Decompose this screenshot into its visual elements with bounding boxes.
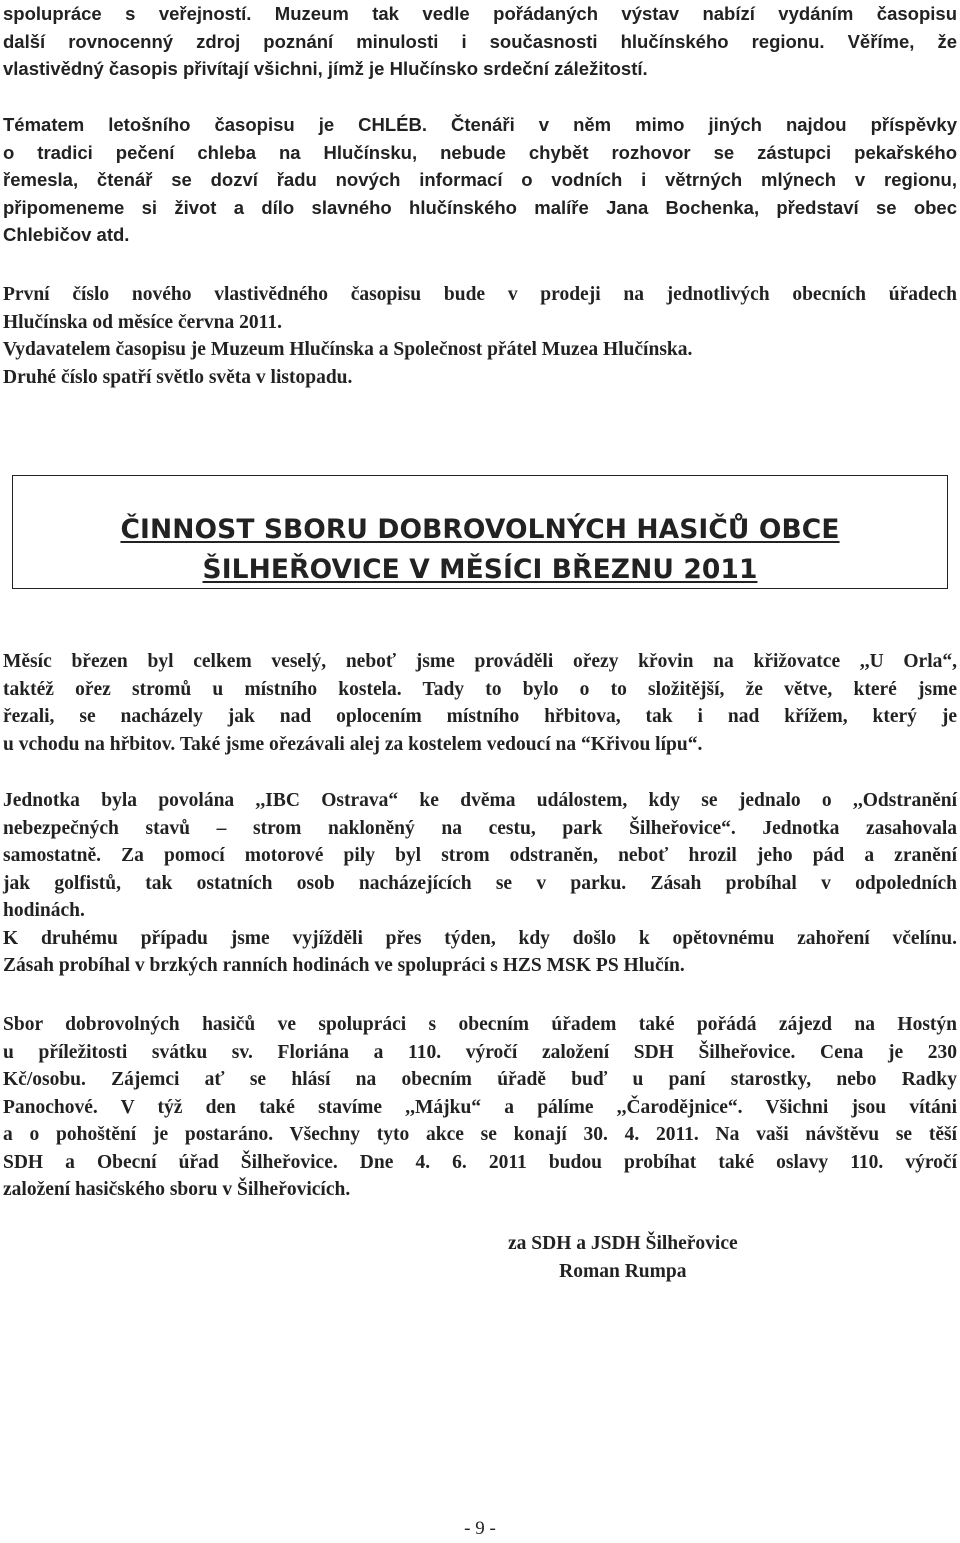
text-line: Sbor dobrovolných hasičů ve spolupráci s obecním úřadem také pořádá zájezd na Hostýn bbox=[3, 1014, 957, 1035]
text-line: Tématem letošního časopisu je CHLÉB. Čtenáři v něm mimo jiných najdou příspěvky bbox=[3, 114, 957, 135]
text-line: a o pohoštění je postaráno. Všechny tyto akce se konají 30. 4. 2011. Na vaši návštěvu se těší bbox=[3, 1124, 957, 1145]
text-line: připomeneme si život a dílo slavného hlučínského malíře Jana Bochenka, představí se obec bbox=[3, 196, 957, 218]
text-line: Chlebičov atd. bbox=[3, 224, 130, 245]
body-paragraph-2 bbox=[3, 787, 957, 980]
text-line: o tradici pečení chleba na Hlučínsku, nebude chybět rozhovor se zástupci pekařského bbox=[3, 141, 957, 163]
text-line: řemesla, čtenář se dozví řadu nových informací o vodních i větrných mlýnech v regionu, bbox=[3, 169, 957, 190]
first-issue-paragraph bbox=[3, 281, 957, 391]
text-line: taktéž ořez stromů u místního kostela. Tady to bylo o to složitější, že větve, které jsme bbox=[3, 678, 957, 700]
signature-name: Roman Rumpa bbox=[559, 1260, 687, 1282]
headline-line-1: ČINNOST SBORU DOBROVOLNÝCH HASIČŮ OBCE bbox=[120, 514, 840, 545]
text-line: vlastivědný časopis přivítají všichni, jímž je Hlučínsko srdeční záležitostí. bbox=[3, 58, 648, 79]
intro-paragraph bbox=[3, 0, 957, 83]
headline bbox=[13, 510, 947, 590]
text-line: SDH a Obecní úřad Šilheřovice. Dne 4. 6. 2011 budou probíhat také oslavy 110. výročí bbox=[3, 1151, 957, 1173]
text-line: jak golfistů, tak ostatních osob nacházejících se v parku. Zásah probíhal v odpoledních bbox=[3, 872, 957, 894]
text-line: První číslo nového vlastivědného časopisu bude v prodeji na jednotlivých obecních úřadech bbox=[3, 284, 957, 305]
text-line: další rovnocenný zdroj poznání minulosti i současnosti hlučínského regionu. Věříme, že bbox=[3, 30, 957, 52]
text-line: u příležitosti svátku sv. Floriána a 110. výročí založení SDH Šilheřovice. Cena je 230 bbox=[3, 1041, 957, 1063]
text-line: spolupráce s veřejností. Muzeum tak vedle pořádaných výstav nabízí vydáním časopisu bbox=[3, 3, 957, 24]
text-line: Panochové. V týž den také stavíme ,,Májku“ a pálíme ,,Čarodějnice“. Všichni jsou vítáni bbox=[3, 1096, 957, 1118]
text-line: samostatně. Za pomocí motorové pily byl strom odstraněn, neboť hrozil jeho pád a zranění bbox=[3, 845, 957, 866]
text-line: Měsíc březen byl celkem veselý, neboť jsme prováděli ořezy křovin na křižovatce ,,U Orla“, bbox=[3, 651, 957, 672]
text-line: hodinách. bbox=[3, 900, 85, 921]
text-line: řezali, se nacházely jak nad oplocením místního hřbitova, tak i nad křížem, který je bbox=[3, 706, 957, 727]
text-line: Hlučínska od měsíce června 2011. bbox=[3, 311, 282, 333]
headline-box bbox=[12, 475, 948, 589]
text-line: Zásah probíhal v brzkých ranních hodinách ve spolupráci s HZS MSK PS Hlučín. bbox=[3, 955, 685, 976]
theme-paragraph bbox=[3, 111, 957, 249]
text-line: K druhému případu jsme vyjížděli přes týden, kdy došlo k opětovnému zahoření včelínu. bbox=[3, 927, 957, 949]
text-line: Jednotka byla povolána ,,IBC Ostrava“ ke dvěma událostem, kdy se jednalo o ,,Odstranění bbox=[3, 790, 957, 811]
signature-organization: za SDH a JSDH Šilheřovice bbox=[508, 1233, 738, 1254]
body-paragraph-1 bbox=[3, 648, 957, 758]
headline-line-2: ŠILHEŘOVICE V MĚSÍCI BŘEZNU 2011 bbox=[202, 554, 758, 585]
text-line: nebezpečných stavů – strom nakloněný na cestu, park Šilheřovice“. Jednotka zasahovala bbox=[3, 817, 957, 839]
text-line: založení hasičského sboru v Šilheřovicích. bbox=[3, 1179, 351, 1200]
text-line: Druhé číslo spatří světlo světa v listopadu. bbox=[3, 366, 353, 388]
signature-block bbox=[508, 1230, 738, 1285]
text-line: Vydavatelem časopisu je Muzeum Hlučínska a Společnost přátel Muzea Hlučínska. bbox=[3, 339, 693, 360]
text-line: Kč/osobu. Zájemci ať se hlásí na obecním úřadě buď u paní starostky, nebo Radky bbox=[3, 1069, 957, 1090]
page-number: - 9 - bbox=[464, 1518, 496, 1539]
body-paragraph-3 bbox=[3, 1011, 957, 1204]
text-line: u vchodu na hřbitov. Také jsme ořezávali alej za kostelem vedoucí na “Křivou lípu“. bbox=[3, 733, 703, 755]
